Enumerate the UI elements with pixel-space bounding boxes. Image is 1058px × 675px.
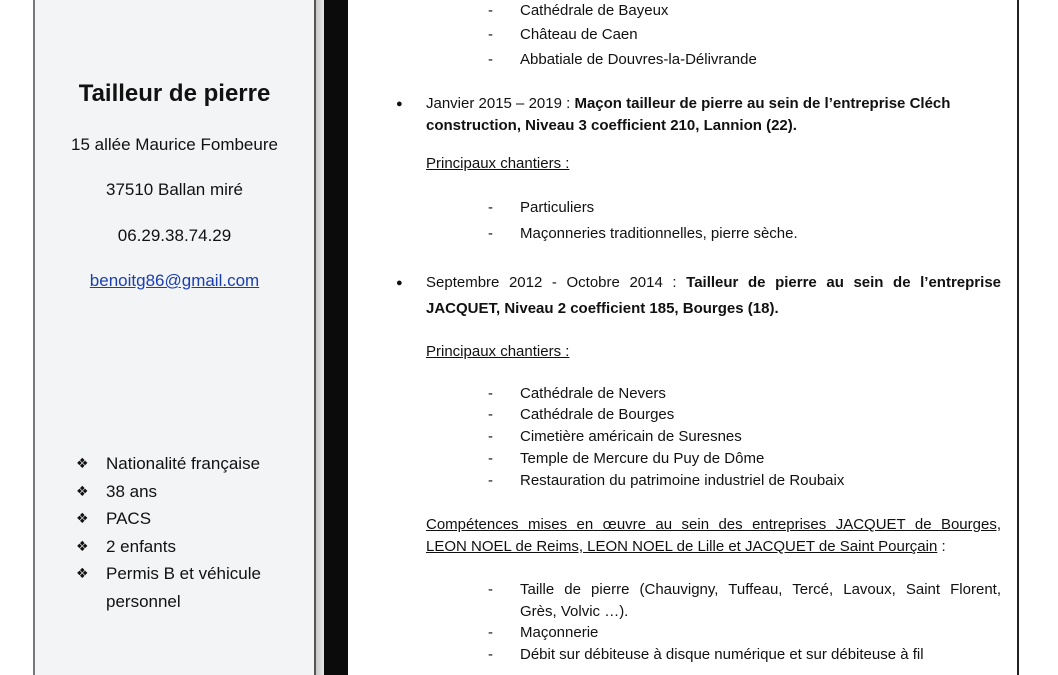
job2-title-line1: Tailleur de pierre au sein de l’entreprise [686, 274, 1001, 291]
dash-marker: - [488, 624, 493, 641]
site-item: Temple de Mercure du Puy de Dôme [520, 450, 765, 467]
skill-item-continued: Grès, Volvic …). [520, 603, 629, 620]
dash-marker: - [488, 581, 493, 598]
diamond-bullet-icon: ❖ [76, 510, 89, 526]
dash-marker: - [488, 26, 493, 43]
site-item: Abbatiale de Douvres-la-Délivrande [520, 51, 757, 68]
site-item: Particuliers [520, 199, 595, 216]
address-line2: 37510 Ballan miré [105, 180, 244, 199]
dash-marker: - [488, 51, 493, 68]
address-line1: 15 allée Maurice Fombeure [71, 135, 278, 154]
personal-item-text: Permis B et véhicule [106, 564, 261, 583]
dash-marker: - [488, 385, 493, 402]
skills-header-line2-container [426, 537, 946, 557]
personal-item-text: Nationalité française [106, 454, 261, 473]
email-link[interactable]: benoitg86@gmail.com [89, 271, 260, 290]
skills-header-line1: Compétences mises en œuvre au sein des entreprises JACQUET de Bourges, [426, 516, 1001, 533]
skills-header-line2: LEON NOEL de Reims, LEON NOEL de Lille et JACQUET de Saint Pourçain [426, 538, 938, 555]
diamond-bullet-icon: ❖ [76, 482, 89, 499]
dash-marker: - [488, 406, 493, 423]
job2-title-line2: JACQUET, Niveau 2 coefficient 185, Bourges (18). [426, 300, 779, 317]
site-item: Maçonneries traditionnelles, pierre sèche. [520, 225, 798, 242]
dash-marker: - [488, 428, 493, 445]
diamond-bullet-icon: ❖ [76, 565, 89, 581]
phone-number: 06.29.38.74.29 [117, 226, 232, 245]
dash-marker: - [488, 199, 493, 216]
personal-item-text: personnel [106, 591, 181, 611]
diamond-bullet-icon: ❖ [76, 455, 89, 471]
dash-marker: - [488, 472, 493, 489]
skill-item: Débit sur débiteuse à disque numérique et sur débiteuse à fil [520, 646, 924, 663]
site-item: Château de Caen [520, 26, 638, 43]
site-item: Cathédrale de Nevers [520, 385, 666, 402]
job1-title-line1: Maçon tailleur de pierre au sein de l’entreprise Cléch [574, 95, 951, 112]
job1-heading [426, 94, 950, 114]
job1-sites-header: Principaux chantiers : [426, 155, 570, 172]
dash-marker: - [488, 646, 493, 663]
site-item: Cathédrale de Bourges [520, 406, 675, 423]
job-bullet-icon: ● [396, 98, 403, 110]
job-title: Tailleur de pierre [78, 80, 271, 107]
skills-header-suffix: : [937, 538, 946, 555]
job2-dates: Septembre 2012 - Octobre 2014 : [426, 274, 687, 291]
job-bullet-icon: ● [396, 277, 403, 289]
job1-dates: Janvier 2015 – 2019 : [426, 95, 575, 112]
personal-item-text: PACS [106, 509, 152, 528]
dash-marker: - [488, 225, 493, 242]
site-item: Cathédrale de Bayeux [520, 2, 669, 19]
dash-marker: - [488, 450, 493, 467]
job2-heading [426, 273, 1001, 293]
job1-title-line2: construction, Niveau 3 coefficient 210, Lannion (22). [426, 117, 797, 134]
skill-item: Maçonnerie [520, 624, 599, 641]
dash-marker: - [488, 2, 493, 19]
skill-item: Taille de pierre (Chauvigny, Tuffeau, Tercé, Lavoux, Saint Florent, [520, 581, 1001, 598]
personal-item-text: 2 enfants [106, 536, 176, 556]
diamond-bullet-icon: ❖ [76, 537, 89, 554]
site-item: Cimetière américain de Suresnes [520, 428, 742, 445]
personal-item-text: 38 ans [106, 481, 158, 501]
job2-sites-header: Principaux chantiers : [426, 343, 570, 360]
site-item: Restauration du patrimoine industriel de Roubaix [520, 472, 845, 489]
